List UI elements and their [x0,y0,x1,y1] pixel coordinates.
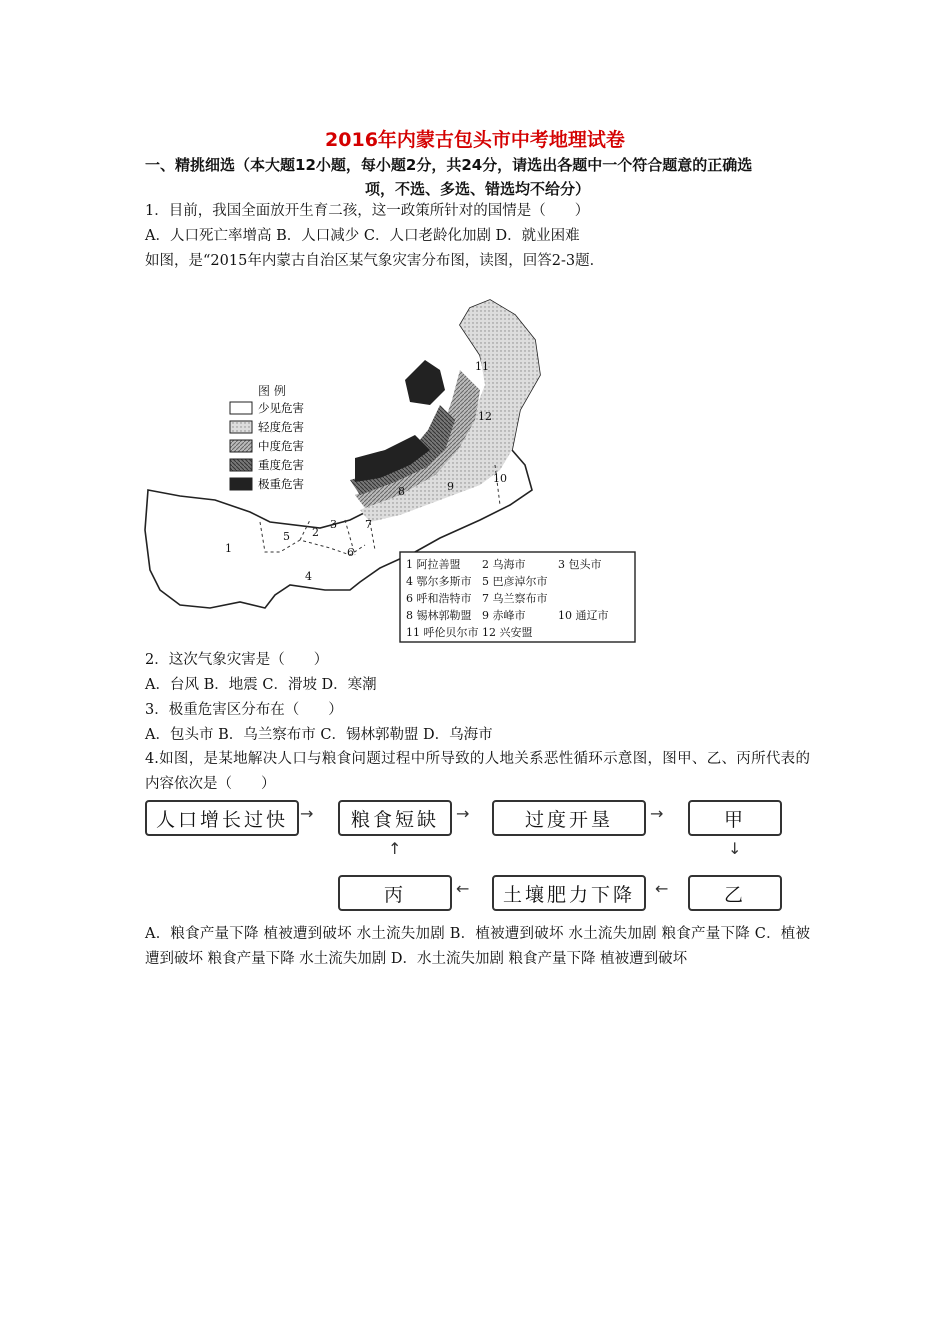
key-item: 9 赤峰市 [482,609,526,622]
legend-swatch-extreme [230,478,252,490]
key-item: 3 包头市 [558,558,602,571]
legend-swatch-few [230,402,252,414]
legend-label-extreme: 极重危害 [258,477,304,491]
q1-stem: 1．目前，我国全面放开生育二孩，这一政策所针对的国情是（ ） [145,203,590,219]
flow-box-jia: 甲 [688,800,782,836]
key-item: 11 呼伦贝尔市 [406,626,479,639]
section-heading-line2: 项，不选、多选、错选均不给分） [364,180,590,198]
key-item: 8 锡林郭勒盟 [406,609,472,622]
region-key-box [400,552,635,642]
region-number: 8 [398,485,405,498]
q3-stem: 3．极重危害区分布在（ ） [145,702,343,718]
flow-diagram [140,795,790,915]
legend-label-heavy: 重度危害 [258,458,304,472]
arrow-right-icon: → [300,804,314,823]
flow-box-population: 人口增长过快 [145,800,299,836]
key-item: 1 阿拉善盟 [406,558,461,571]
key-item: 12 兴安盟 [482,626,533,639]
region-number: 2 [312,526,319,539]
q2-options: A．台风 B．地震 C．滑坡 D．寒潮 [145,677,377,693]
q3-options: A．包头市 B．乌兰察布市 C．锡林郭勒盟 D．乌海市 [145,727,493,743]
key-item: 10 通辽市 [558,609,609,622]
inner-mongolia-map [140,290,640,645]
key-item: 6 呼和浩特市 [406,592,472,605]
arrow-down-icon: ↓ [728,839,742,858]
legend-swatch-light [230,421,252,433]
region-number: 9 [447,480,454,493]
key-item: 7 乌兰察布市 [482,592,548,605]
legend-swatch-heavy [230,459,252,471]
arrow-left-icon: ← [456,879,470,898]
region-number: 12 [478,410,492,423]
q4-stem: 4.如图，是某地解决人口与粮食问题过程中所导致的人地关系恶性循环示意图，图甲、乙、丙所代表的内容依次是（ ） [145,751,810,792]
arrow-left-icon: ← [655,879,669,898]
page-title: 2016年内蒙古包头市中考地理试卷 [325,129,625,151]
arrow-up-icon: ↑ [388,839,402,858]
key-item: 2 乌海市 [482,558,526,571]
region-number: 4 [305,570,312,583]
flow-box-overcultivation: 过度开垦 [492,800,646,836]
region-number: 11 [475,360,489,373]
region-number: 3 [330,518,337,531]
legend-label-moderate: 中度危害 [258,439,304,453]
map-intro: 如图，是“2015年内蒙古自治区某气象灾害分布图，读图，回答2-3题． [145,253,605,269]
region-number: 1 [225,542,232,555]
flow-box-soil-fertility: 土壤肥力下降 [492,875,646,911]
extreme-harm-zone-north [405,360,445,405]
arrow-right-icon: → [650,804,664,823]
q4-options: A．粮食产量下降 植被遭到破坏 水土流失加剧 B．植被遭到破坏 水土流失加剧 粮食产量下降 C．植被遭到破坏 粮食产量下降 水土流失加剧 D．水土流失加剧 粮食产量下降 植被遭到破坏 [145,926,810,967]
q2-stem: 2．这次气象灾害是（ ） [145,652,329,668]
region-number: 6 [347,546,354,559]
flow-box-food-shortage: 粮食短缺 [338,800,452,836]
legend-label-light: 轻度危害 [258,420,304,434]
arrow-right-icon: → [456,804,470,823]
key-item: 5 巴彦淖尔市 [482,575,548,588]
section-heading-line1: 一、精挑细选（本大题12小题，每小题2分，共24分，请选出各题中一个符合题意的正确选 [145,156,753,174]
flow-box-yi: 乙 [688,875,782,911]
flow-box-bing: 丙 [338,875,452,911]
map-legend [230,383,304,491]
disaster-map-figure [140,290,640,645]
region-number: 10 [493,472,507,485]
legend-title: 图 例 [258,384,286,398]
legend-swatch-moderate [230,440,252,452]
q1-options: A．人口死亡率增高 B．人口减少 C．人口老龄化加剧 D．就业困难 [145,228,580,244]
section-heading [145,153,810,201]
legend-label-few: 少见危害 [258,401,304,415]
region-number: 5 [283,530,290,543]
key-item: 4 鄂尔多斯市 [406,575,472,588]
region-number: 7 [365,518,372,531]
